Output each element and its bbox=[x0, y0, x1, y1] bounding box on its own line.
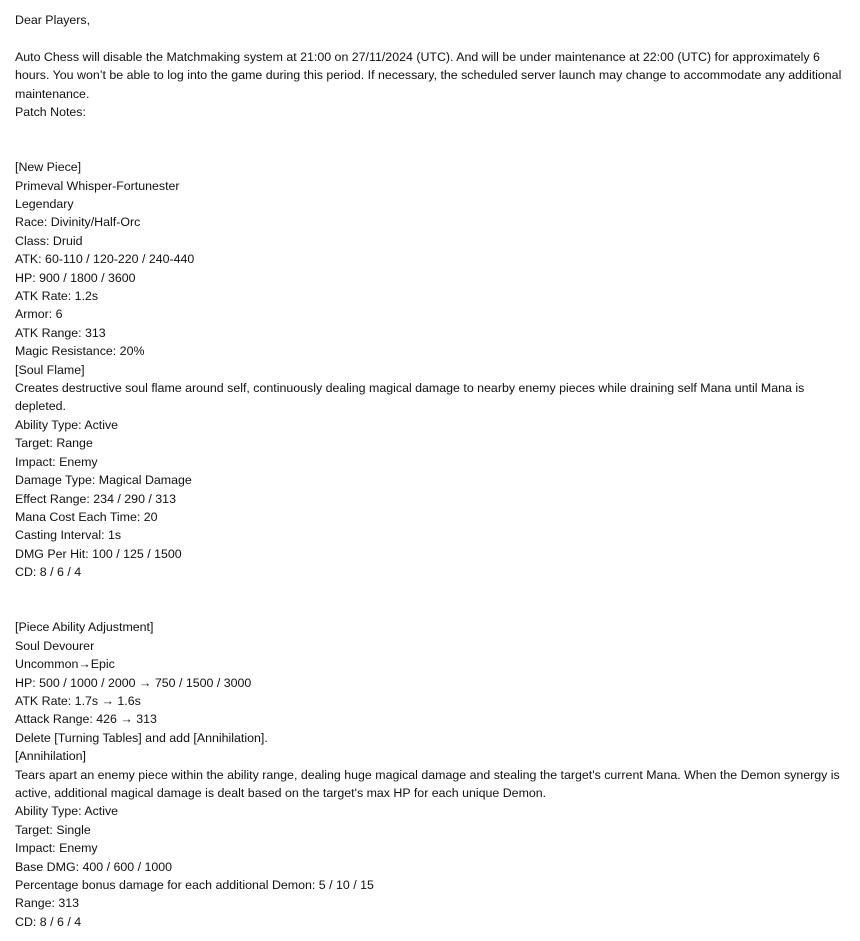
spacer bbox=[15, 121, 845, 139]
adjusted-ability-name: [Annihilation] bbox=[15, 749, 86, 764]
spacer bbox=[15, 140, 845, 158]
ability-damage-type: Damage Type: Magical Damage bbox=[15, 473, 192, 488]
new-piece-header: [New Piece] bbox=[15, 160, 82, 175]
piece-class: Class: Druid bbox=[15, 233, 83, 248]
adjusted-base-dmg: Base DMG: 400 / 600 / 1000 bbox=[15, 859, 173, 874]
adjusted-piece-name: Soul Devourer bbox=[15, 638, 95, 653]
spacer bbox=[15, 600, 845, 618]
adjusted-attack-range: Attack Range: 426 → 313 bbox=[15, 712, 157, 727]
piece-name: Primeval Whisper-Fortunester bbox=[15, 178, 180, 193]
adjusted-target: Target: Single bbox=[15, 822, 91, 837]
ability-name: [Soul Flame] bbox=[15, 362, 85, 377]
ability-casting-interval: Casting Interval: 1s bbox=[15, 528, 122, 543]
adjusted-hp: HP: 500 / 1000 / 2000 → 750 / 1500 / 3000 bbox=[15, 675, 252, 690]
patch-notes-label: Patch Notes: bbox=[15, 105, 86, 120]
piece-race: Race: Divinity/Half-Orc bbox=[15, 215, 141, 230]
adjusted-cd: CD: 8 / 6 / 4 bbox=[15, 914, 82, 929]
adjusted-ability-description: Tears apart an enemy piece within the ability range, dealing huge magical damage and stealing the target's current Mana. When the Demon synergy is active, additional magical damage is dealt based on the target's max HP for each unique Demon. bbox=[15, 767, 840, 800]
piece-atk: ATK: 60-110 / 120-220 / 240-440 bbox=[15, 252, 195, 267]
ability-impact: Impact: Enemy bbox=[15, 454, 98, 469]
ability-cd: CD: 8 / 6 / 4 bbox=[15, 565, 82, 580]
adjustment-header: [Piece Ability Adjustment] bbox=[15, 620, 154, 635]
greeting: Dear Players, bbox=[15, 13, 91, 27]
ability-mana-cost: Mana Cost Each Time: 20 bbox=[15, 509, 158, 524]
ability-dmg-per-hit: DMG Per Hit: 100 / 125 / 1500 bbox=[15, 546, 182, 561]
adjusted-bonus-damage: Percentage bonus damage for each additional Demon: 5 / 10 / 15 bbox=[15, 878, 374, 893]
adjusted-ability-type: Ability Type: Active bbox=[15, 804, 119, 819]
adjusted-impact: Impact: Enemy bbox=[15, 841, 98, 856]
spacer bbox=[15, 582, 845, 600]
ability-target: Target: Range bbox=[15, 436, 93, 451]
adjusted-atk-rate: ATK Rate: 1.7s → 1.6s bbox=[15, 693, 141, 708]
piece-atk-range: ATK Range: 313 bbox=[15, 325, 106, 340]
ability-type: Ability Type: Active bbox=[15, 417, 119, 432]
adjusted-range: Range: 313 bbox=[15, 896, 80, 911]
ability-effect-range: Effect Range: 234 / 290 / 313 bbox=[15, 491, 176, 506]
ability-swap-note: Delete [Turning Tables] and add [Annihilation]. bbox=[15, 730, 268, 745]
adjusted-rarity: Uncommon→Epic bbox=[15, 657, 115, 672]
piece-hp: HP: 900 / 1800 / 3600 bbox=[15, 270, 136, 285]
piece-magic-resistance: Magic Resistance: 20% bbox=[15, 344, 145, 359]
maintenance-intro: Auto Chess will disable the Matchmaking system at 21:00 on 27/11/2024 (UTC). And will be under maintenance at 22:00 (UTC) for approximately 6 hours. You won’t be able to log into the game during this period. If necessary, the scheduled server launch may change to accommodate any additional maintenance. bbox=[15, 49, 842, 101]
spacer bbox=[15, 29, 845, 47]
ability-description: Creates destructive soul flame around self, continuously dealing magical damage to nearby enemy pieces while draining self Mana until Mana is depleted. bbox=[15, 381, 805, 414]
piece-atk-rate: ATK Rate: 1.2s bbox=[15, 289, 99, 304]
piece-armor: Armor: 6 bbox=[15, 307, 63, 322]
piece-rarity: Legendary bbox=[15, 197, 74, 212]
